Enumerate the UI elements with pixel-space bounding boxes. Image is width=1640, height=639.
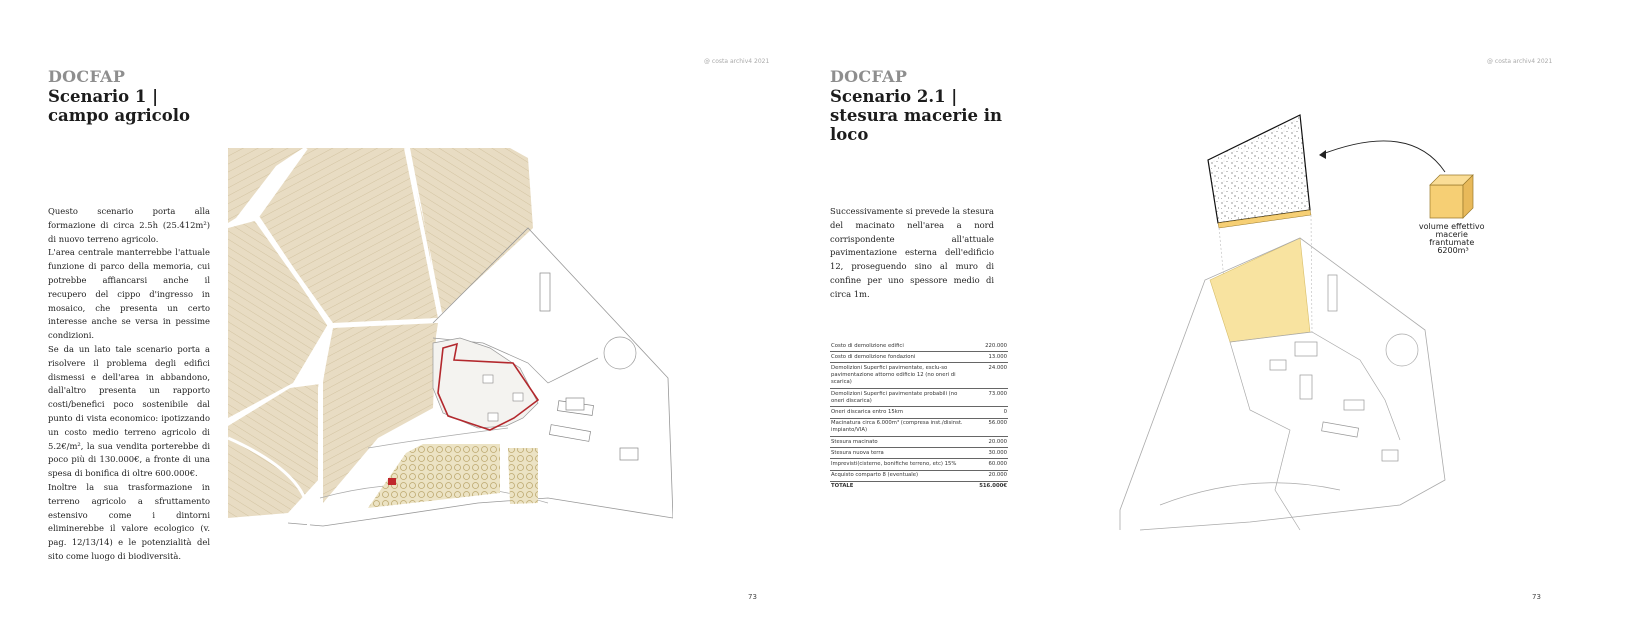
building [540,273,550,311]
copyright-note: @ costa archiv4 2021 [704,58,770,65]
roundabout [1386,334,1418,366]
building [1344,400,1364,410]
cost-label: Demolizioni Superfici pavimentate, esclu-so pavimentazione attorno edificio 12 (no oneri di scarica) [830,363,968,389]
cost-label: Acquisto comparto 8 (eventuale) [830,470,968,481]
paragraph: Se da un lato tale scenario porta a risolvere il problema degli edifici dismessi e dell'area in abbandono, dall'altro presenta un rapporto costi/benefici poco sostenibile dal punto di vista economico: ipotizzando un costo medio terreno agricolo di 5.2€/m², la sua vendita porterebbe di poco più di 130.000€, a fronte di una spesa di bonifica di oltre 600.000€. [48,343,210,479]
building [620,448,638,460]
title-line: loco [830,125,869,144]
rubble-spread-area [1210,238,1310,342]
right-page [820,0,1640,639]
paragraph: Inoltre la sua trasformazione in terreno agricolo a sfruttamento estensivo come i dintorni eliminerebbe il valore ecologico (v. pag. 12/13/14) e le potenzialità del sito come luogo di biodiversità. [48,481,210,561]
volume-label: macerie [1435,230,1468,239]
building [1382,450,1398,461]
table-row [830,363,1008,389]
table-row [830,389,1008,407]
cost-amount: 220.000 [968,341,1008,352]
building [1328,275,1337,311]
copyright-note: @ costa archiv4 2021 [1487,58,1553,65]
title-line: campo agricolo [48,106,190,125]
scenario-description [830,205,994,302]
title-line: stesura macerie in [830,106,1002,125]
table-row [830,470,1008,481]
cost-label: Costo di demolizione fondazioni [830,352,968,363]
page-number: 73 [1532,593,1541,601]
cost-amount: 73.000 [968,389,1008,407]
building [1300,375,1312,399]
cost-table [830,341,1008,492]
table-row [830,418,1008,436]
building [549,425,590,442]
site-plan-rubble [1100,110,1520,535]
cost-amount: 20.000 [968,470,1008,481]
page-title [48,87,228,125]
table-row [830,459,1008,470]
cost-label: Demolizioni Superfici pavimentate probabili (no oneri discarica) [830,389,968,407]
building [566,398,584,410]
svg-text:volume effettivo macerie [1419,222,1487,255]
volume-label: 6200m³ [1437,246,1469,255]
total-row [830,481,1008,492]
cost-label: Imprevisti(cisterne, bonifiche terreno, etc) 15% [830,459,968,470]
cost-label: Macinatura circa 6.000m³ (compresa inst./disinst. impianto/VIA) [830,418,968,436]
page-title [830,87,1010,144]
cost-label: Stesura macinato [830,437,968,448]
title-line: Scenario 2.1 | [830,87,958,106]
orchard [368,444,500,508]
building [1270,360,1286,370]
volume-label: volume effettivo [1418,222,1485,231]
volume-label: frantumate [1429,238,1475,247]
table-row [830,341,1008,352]
cost-label: Stesura nuova terra [830,448,968,459]
total-label: TOTALE [831,483,854,490]
section-header: DOCFAP [48,67,126,86]
paragraph: Questo scenario porta alla formazione di circa 2.5h (25.412m²) di nuovo terreno agricolo. [48,206,210,244]
total-amount: 516.000€ [979,483,1007,490]
rubble-volume-block [1208,115,1310,223]
page-number: 73 [748,593,757,601]
cost-label: Costo di demolizione edifici [830,341,968,352]
cost-amount: 56.000 [968,418,1008,436]
paragraph: Successivamente si prevede la stesura del macinato nell'area a nord corrispondente all'attuale pavimentazione esterna dell'edificio 12, proseguendo sino al muro di confine per uno spessore medio di circa 1m. [830,206,995,299]
table-row [830,407,1008,418]
table-row [830,448,1008,459]
orchard [508,448,538,504]
arrow-icon [1320,141,1445,172]
scenario-description [48,205,210,564]
site-plan-agricultural [228,148,673,533]
building [1295,342,1317,356]
cost-amount: 60.000 [968,459,1008,470]
cost-label: Oneri discarica entro 15km [830,407,968,418]
cost-amount: 0 [968,407,1008,418]
section-header: DOCFAP [830,67,908,86]
building-red [388,478,396,485]
building [1322,422,1359,437]
cost-amount: 20.000 [968,437,1008,448]
roundabout [604,337,636,369]
cost-amount: 24.000 [968,363,1008,389]
cost-amount: 13.000 [968,352,1008,363]
paragraph: L'area centrale manterrebbe l'attuale funzione di parco della memoria, cui potrebbe affiancarsi anche il recupero del cippo d'ingresso in mosaico, che presenta un certo interesse anche se versa in pessime condizioni. [48,247,210,341]
title-line: Scenario 1 | [48,87,159,106]
cube-icon [1430,185,1463,218]
table-row [830,352,1008,363]
cost-amount: 30.000 [968,448,1008,459]
table-row [830,437,1008,448]
